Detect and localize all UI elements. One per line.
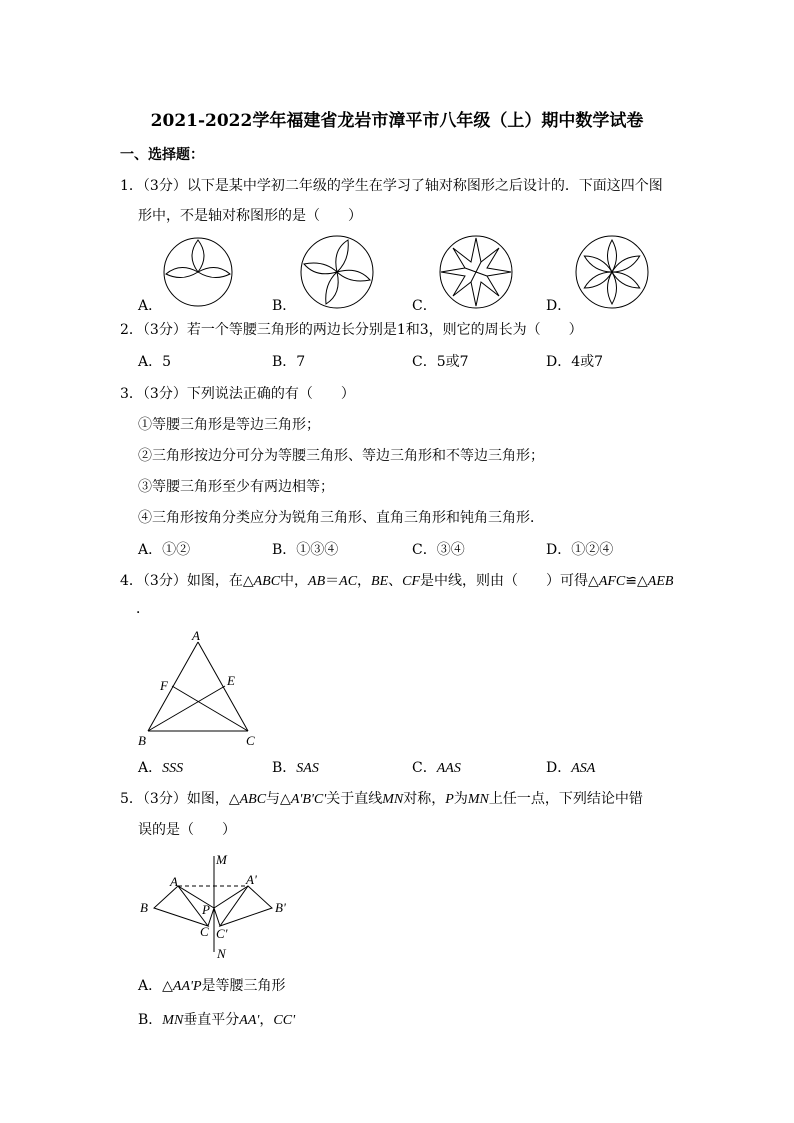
q4-label-e: E — [227, 673, 235, 688]
q5-option-a[interactable]: A．△AA'P是等腰三角形 — [138, 978, 286, 994]
q4-triangle-figure — [136, 628, 266, 750]
q5-label-b: B — [140, 900, 148, 915]
q3-option-b[interactable]: B．①③④ — [272, 542, 339, 558]
q3-statement-3: ③等腰三角形至少有两边相等； — [138, 479, 334, 495]
q4-label-f: F — [160, 678, 168, 693]
q3-option-c[interactable]: C．③④ — [412, 542, 465, 558]
q5-stem-line2: 误的是（ ） — [138, 822, 236, 838]
q4-stem: 4．（3分）如图，在△ABC中，AB＝AC，BE、CF是中线，则由（ ）可得△AFC≌△AEB — [120, 573, 674, 589]
q1-option-a[interactable]: A． — [138, 298, 163, 314]
q1-option-b[interactable]: B． — [272, 298, 297, 314]
q1-option-c[interactable]: C． — [412, 298, 437, 314]
q1-stem-line2: 形中，不是轴对称图形的是（ ） — [138, 208, 362, 224]
section-heading: 一、选择题： — [120, 147, 204, 163]
q1-option-d[interactable]: D． — [546, 298, 572, 314]
q2-option-d[interactable]: D．4或7 — [546, 354, 604, 370]
q3-option-a[interactable]: A．①② — [138, 542, 191, 558]
q5-label-n: N — [217, 946, 226, 961]
q5-label-c-prime: C' — [216, 926, 228, 941]
q2-stem: 2．（3分）若一个等腰三角形的两边长分别是1和3，则它的周长为（ ） — [120, 322, 583, 338]
q1-figure-c — [437, 234, 515, 310]
q4-label-a: A — [192, 628, 200, 643]
q4-option-b[interactable]: B．SAS — [272, 760, 319, 776]
q1-figure-d — [573, 234, 651, 310]
q3-statement-2: ②三角形按边分可分为等腰三角形、等边三角形和不等边三角形； — [138, 448, 544, 464]
q1-figure-a — [160, 236, 236, 308]
q2-option-c[interactable]: C．5或7 — [412, 354, 469, 370]
q5-label-c: C — [200, 924, 209, 939]
q5-reflection-figure — [136, 852, 306, 964]
q4-stem-period: ． — [136, 601, 150, 617]
q3-statement-1: ①等腰三角形是等边三角形； — [138, 417, 320, 433]
q4-option-d[interactable]: D．ASA — [546, 760, 596, 776]
q1-figure-b — [298, 234, 376, 310]
q4-label-c: C — [246, 733, 255, 748]
q5-option-b[interactable]: B．MN垂直平分AA'，CC' — [138, 1012, 296, 1028]
q5-label-a-prime: A' — [246, 872, 257, 887]
q4-option-c[interactable]: C．AAS — [412, 760, 461, 776]
q3-option-d[interactable]: D．①②④ — [546, 542, 614, 558]
q5-label-a: A — [170, 874, 178, 889]
q2-option-a[interactable]: A．5 — [138, 354, 172, 370]
q3-stem: 3．（3分）下列说法正确的有（ ） — [120, 386, 355, 402]
q3-statement-4: ④三角形按角分类应分为锐角三角形、直角三角形和钝角三角形． — [138, 510, 544, 526]
q5-label-b-prime: B' — [275, 900, 286, 915]
q5-label-m: M — [216, 852, 227, 867]
q2-option-b[interactable]: B．7 — [272, 354, 306, 370]
q5-stem-line1: 5．（3分）如图，△ABC与△A'B'C'关于直线MN对称，P为MN上任一点，下列结论中错 — [120, 791, 643, 807]
q5-label-p: P — [202, 902, 210, 917]
page-title: 2021-2022学年福建省龙岩市漳平市八年级（上）期中数学试卷 — [150, 111, 644, 131]
q4-label-b: B — [138, 733, 146, 748]
q4-option-a[interactable]: A．SSS — [138, 760, 184, 776]
q1-stem-line1: 1．（3分）以下是某中学初二年级的学生在学习了轴对称图形之后设计的．下面这四个图 — [120, 178, 663, 194]
